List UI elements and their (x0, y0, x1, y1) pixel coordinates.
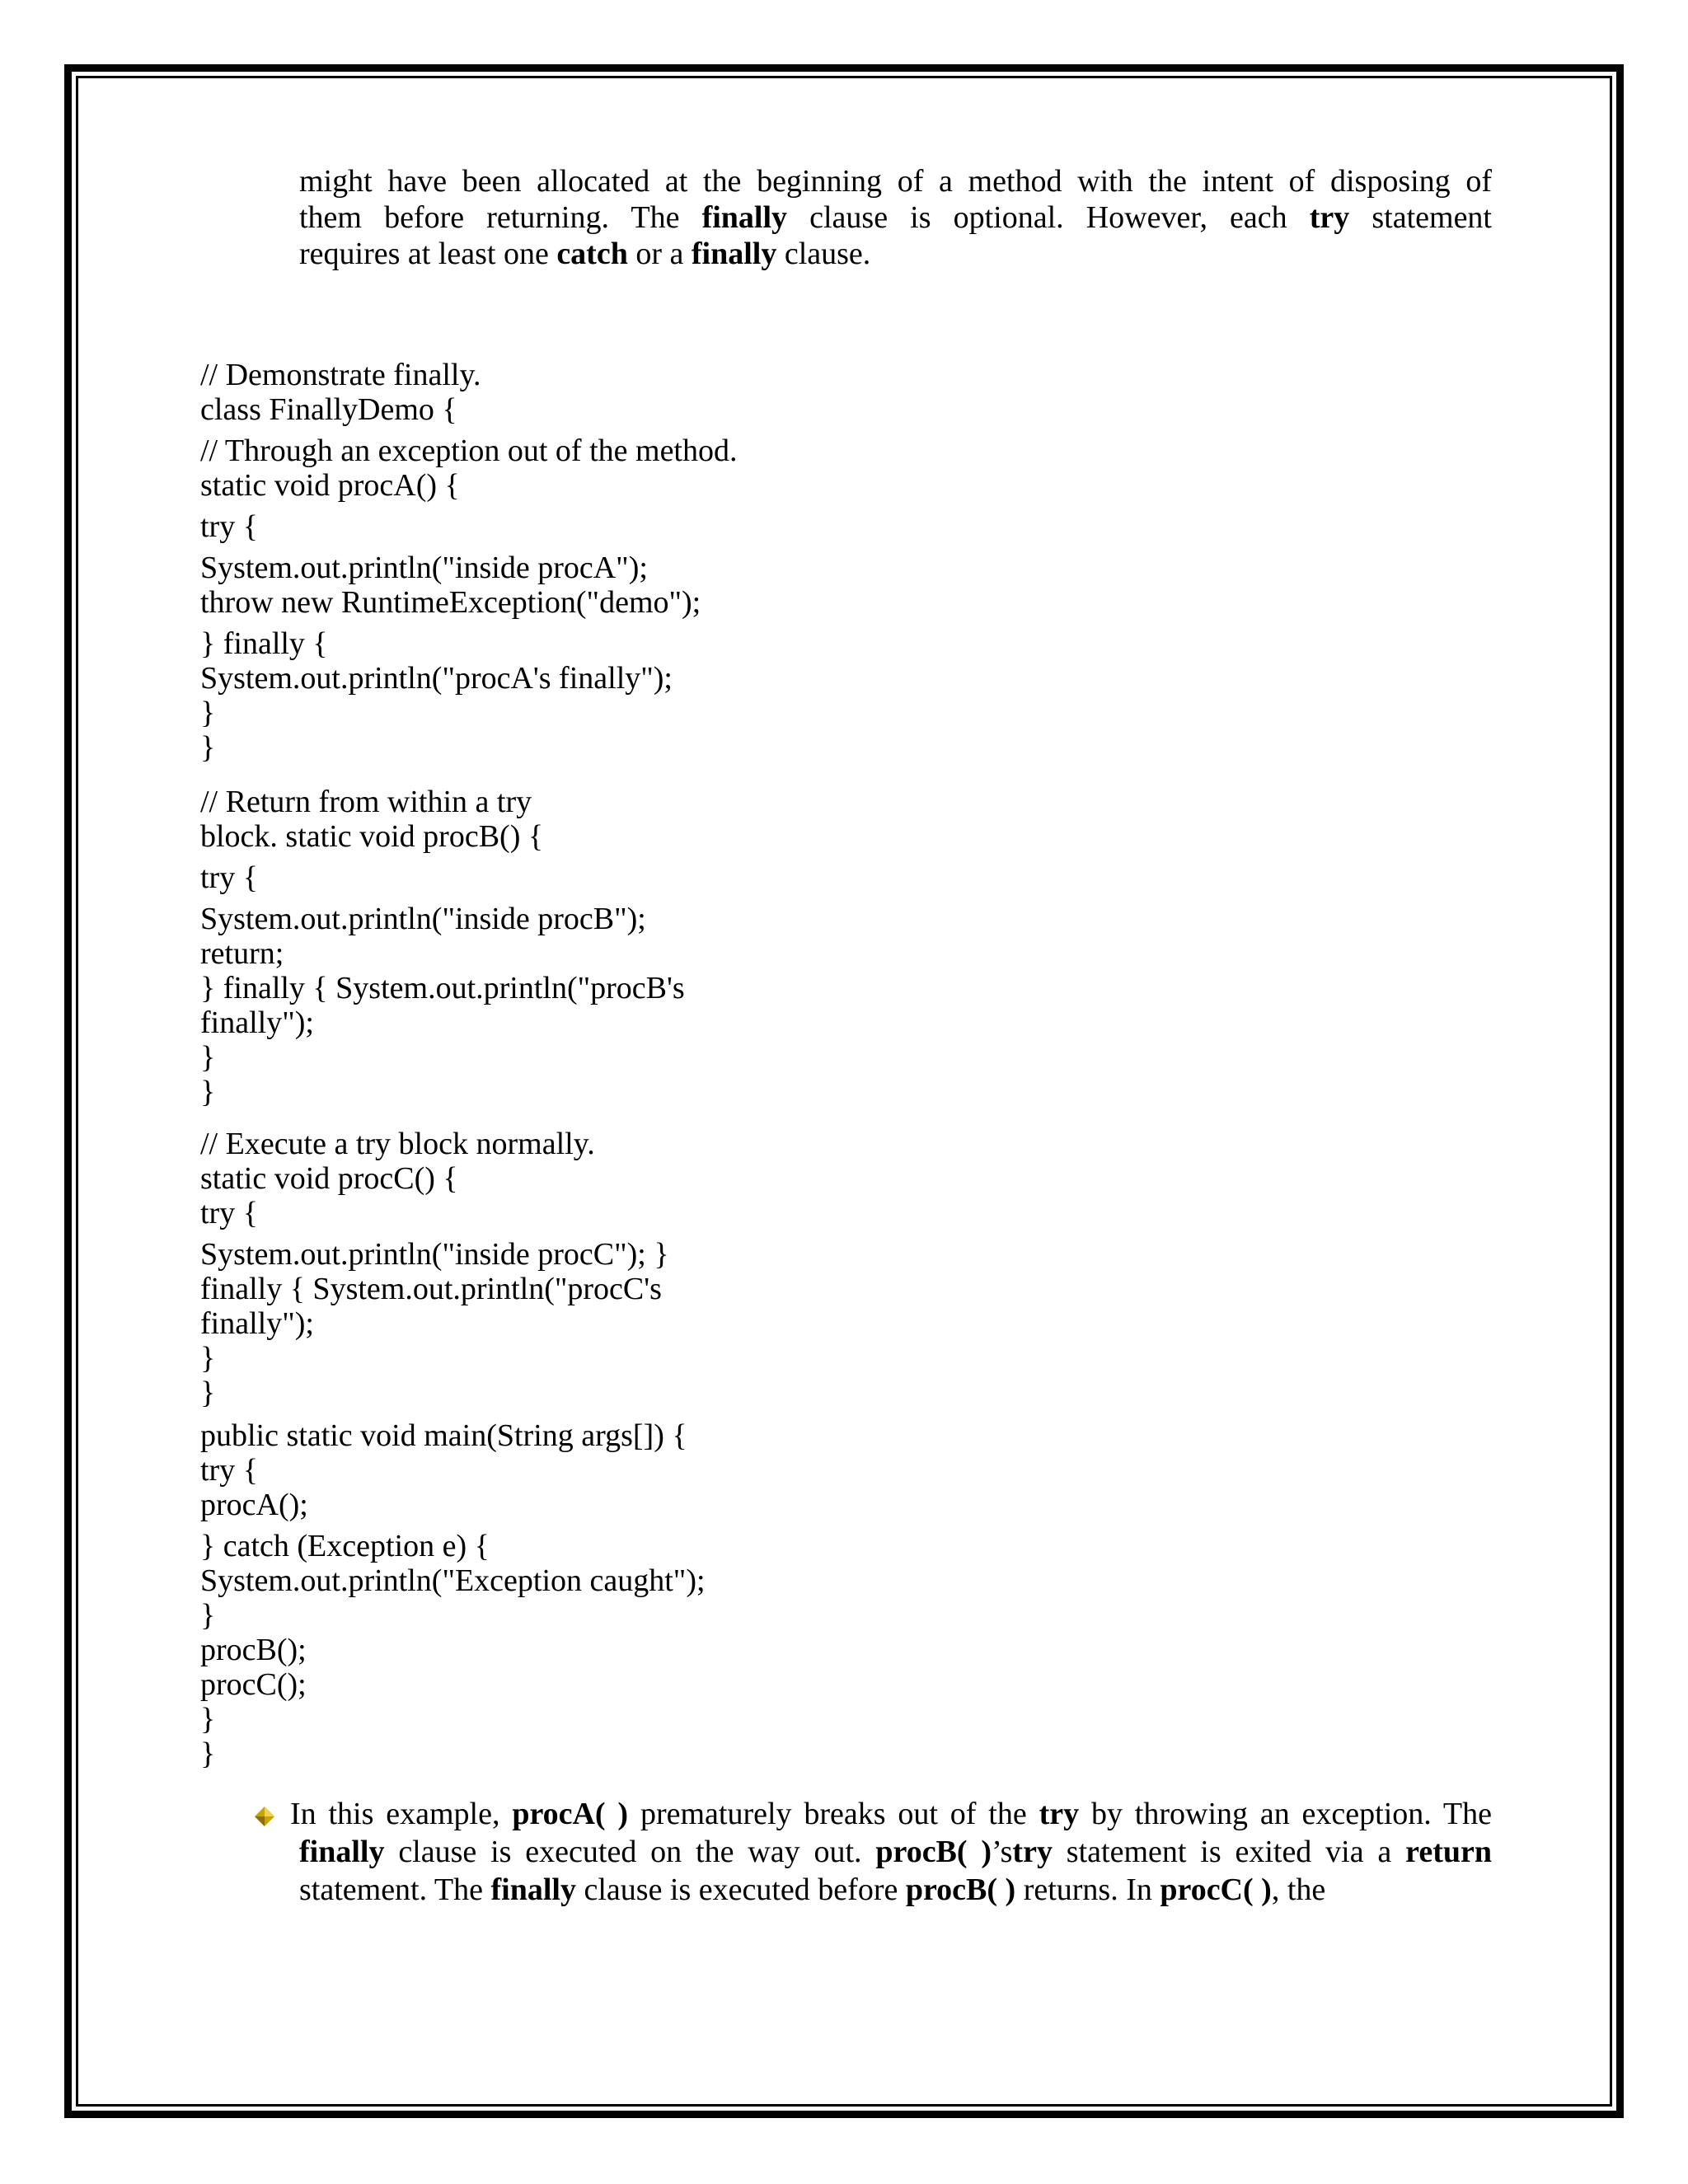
code-line: try { (200, 1196, 258, 1230)
code-line: } (200, 1341, 216, 1376)
code-line: finally"); (200, 1306, 314, 1341)
code-line: } finally { System.out.println("procB's (200, 971, 685, 1005)
code-line: } catch (Exception e) { (200, 1529, 490, 1563)
code-line: throw new RuntimeException("demo"); (200, 585, 701, 620)
code-line: block. static void procB() { (200, 819, 544, 854)
code-line: procB(); (200, 1633, 307, 1667)
code-line: System.out.println("inside procA"); (200, 551, 648, 585)
code-line: } finally { (200, 626, 328, 661)
code-line: static void procA() { (200, 468, 460, 503)
code-line: System.out.println("inside procC"); } (200, 1237, 669, 1272)
code-line: System.out.println("procA's finally"); (200, 661, 673, 696)
code-line: class FinallyDemo { (200, 392, 457, 427)
code-line: static void procC() { (200, 1161, 458, 1196)
code-line: // Execute a try block normally. (200, 1127, 595, 1161)
note-line-2: finally clause is executed on the way out. procB( )’stry statement is exited via a return (299, 1835, 1492, 1869)
code-line: } (200, 1702, 216, 1736)
diamond-arrow-bullet-icon (253, 1805, 276, 1828)
code-line: procA(); (200, 1488, 308, 1522)
note-line-3: statement. The finally clause is executed before procB( ) returns. In procC( ), the (299, 1872, 1326, 1907)
code-line: } (200, 1075, 216, 1109)
intro-paragraph (299, 163, 1492, 272)
code-line: public static void main(String args[]) { (200, 1418, 687, 1453)
code-line: try { (200, 509, 258, 544)
note-line-1: In this example, procA( ) prematurely breaks out of the try by throwing an exception. The (290, 1797, 1493, 1831)
code-line: procC(); (200, 1667, 307, 1702)
code-line: } (200, 1040, 216, 1075)
code-line: } (200, 730, 216, 765)
code-line: } (200, 1736, 216, 1771)
code-line: return; (200, 936, 284, 971)
code-line: try { (200, 1453, 258, 1488)
code-line: // Return from within a try (200, 785, 532, 819)
intro-line-1: might have been allocated at the beginning of a method with the intent of disposing of (299, 164, 1492, 199)
code-line: try { (200, 860, 258, 895)
code-line: } (200, 1598, 216, 1633)
code-line: } (200, 696, 216, 730)
code-line: System.out.println("inside procB"); (200, 902, 646, 936)
code-line: } (200, 1376, 216, 1410)
code-line: // Through an exception out of the method. (200, 434, 738, 468)
intro-line-2: them before returning. The finally clause is optional. However, each try statement (299, 200, 1492, 235)
note-paragraph (299, 1833, 1492, 1909)
code-line: // Demonstrate finally. (200, 358, 481, 392)
code-line: finally"); (200, 1005, 314, 1040)
code-line: finally { System.out.println("procC's (200, 1272, 662, 1306)
intro-line-3: requires at least one catch or a finally clause. (299, 237, 871, 271)
code-line: System.out.println("Exception caught"); (200, 1563, 706, 1598)
